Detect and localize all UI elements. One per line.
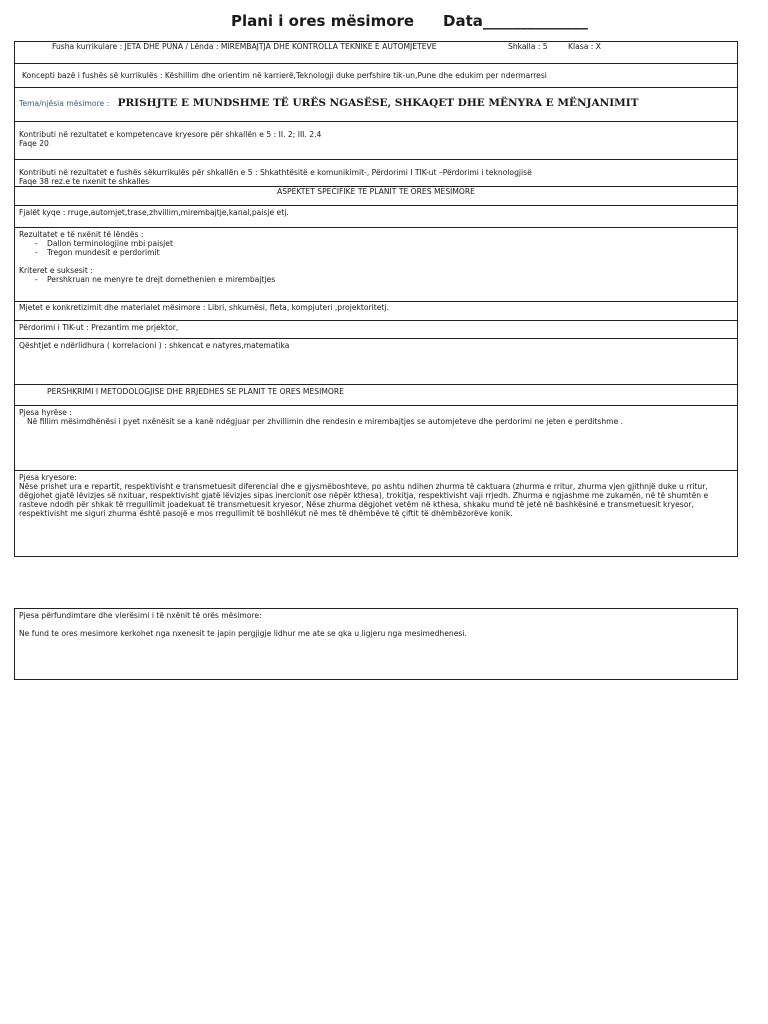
aspektet-header-row [15,187,737,206]
tik-text: Përdorimi i TIK-ut : Prezantim me prjektor, [19,323,179,332]
pershkrimi-header-row [15,385,737,406]
tema-row [15,88,737,122]
kontributi-kompetencave-row [15,122,737,160]
pershkrimi-header: PERSHKRIMI I METODOLOGJISE DHE RRJEDHES SE PLANIT TE ORES MESIMORE [47,387,344,396]
page-title: Plani i ores mësimore [231,12,415,30]
kryesore-label: Pjesa kryesore: [19,473,77,482]
final-section-box [14,608,738,680]
mjetet-row [15,302,737,321]
kontributi-fushes-row [15,160,737,187]
fjalet-kyqe-row [15,206,737,228]
tik-row [15,321,737,339]
fusha-row [15,42,737,64]
hyrese-label: Pjesa hyrëse : [19,408,72,417]
kontributi-fushes-faqe: Faqe 38 rez.e te nxenit te shkalles [19,177,150,186]
shkalla: Shkalla : 5 [508,42,548,51]
mjetet-text: Mjetet e konkretizimit dhe materialet mësimore : Libri, shkumësi, fleta, kompjuteri ,projektoritetj. [19,303,389,312]
kontributi-kompetencave-text: Kontributi në rezultatet e kompetencave kryesore për shkallën e 5 : II. 2; III. 2.4 [19,130,322,139]
kryesore-row [15,471,737,556]
aspektet-header: ASPEKTET SPECIFIKE TE PLANIT TE ORES MESIMORE [277,187,475,196]
klasa: Klasa : X [568,42,601,51]
tema-value: PRISHJTE E MUNDSHME TË URËS NGASËSE, SHKAQET DHE MËNYRA E MËNJANIMIT [117,97,639,109]
rezultatet-label: Rezultatet e të nxënit të lëndës : [19,230,144,239]
kontributi-kompetencave-faqe: Faqe 20 [19,139,49,148]
kontributi-fushes-text: Kontributi në rezultatet e fushës sëkurrikulës për shkallën e 5 : Shkathtësitë e komunikimit-, Përdorimi I TIK-ut –Përdorimi i teknologjisë [19,168,532,177]
final-text: Ne fund te ores mesimore kerkohet nga nxenesit te japin pergjigje lidhur me ate se qka u ligjeru nga mesimedhenesi. [19,629,467,638]
koncepti-text: Koncepti bazë i fushës së kurrikulës : Këshillim dhe orientim në karrierë,Teknologji duke perfshire tik-un,Pune dhe edukim per ndermarresi [22,71,547,80]
fusha-lenda: Fusha kurrikulare : JETA DHE PUNA / Lënda : MIREMBAJTJA DHE KONTROLLA TEKNIKE E AUTOMJETEVE [52,42,437,51]
tema-label: Tema/njësia mësimore : [19,99,110,108]
fjalet-kyqe-text: Fjalët kyqe : rruge,automjet,trase,zhvillim,mirembajtje,kanal,paisje etj. [19,208,289,217]
ceshtjet-row [15,339,737,385]
page-header [0,12,768,34]
koncepti-row [15,64,737,88]
list-item: - Tregon mundesit e perdorimit [47,248,733,257]
date-field: Data______________ [443,12,588,30]
kriteret-list [19,275,733,284]
hyrese-row [15,406,737,471]
lesson-plan-table [14,41,738,557]
list-item: - Dallon terminologjine mbi paisjet [47,239,733,248]
hyrese-text: Në fillim mësimdhënësi i pyet nxënësit se a kanë ndëgjuar per zhvillimin dhe rendesin e mirembajtjes se automjeteve dhe perdorimi ne jeten e perditshme . [27,417,624,426]
kryesore-text: Nëse prishet ura e repartit, respektivisht e transmetuesit diferencial dhe e gjysmëboshteve, po ashtu ndihen zhurma të caktuara (zhurma e rritur, zhurma vjen gjithnjë duke u rritur, dëgjohet gjatë lëvizjes së nxituar, respektivisht gjatë lëvizjes sipas inercionit ose nëpër kthesa), trokitja, respektivisht vaji rrjedh. Zhurma e ngjashme me zukamën, në të shumtën e rasteve ndodh për shkak të rregullimit joadekuat të transmetuesit kryesor, Nëse zhurma dëgjohet vetëm në kthesa, shkaku mund të jetë në bashkësinë e transmetuesit kryesor, respektivisht me siguri zhurma është pasojë e mos rregullimit të boshllëkut në mes të dhëmbëve të çiftit të dhëmbëzorëve konik. [19,482,709,518]
kriteret-label: Kriteret e suksesit : [19,266,93,275]
ceshtjet-text: Qështjet e ndërlidhura ( korrelacioni ) : shkencat e natyres,matematika [19,341,290,350]
final-label: Pjesa përfundimtare dhe vlerësimi i të nxënit të orës mësimore: [19,611,262,620]
rezultatet-row [15,228,737,302]
list-item: - Pershkruan ne menyre te drejt domethenien e mirembajtjes [47,275,733,284]
rezultatet-list [19,239,733,257]
final-row [15,609,737,679]
